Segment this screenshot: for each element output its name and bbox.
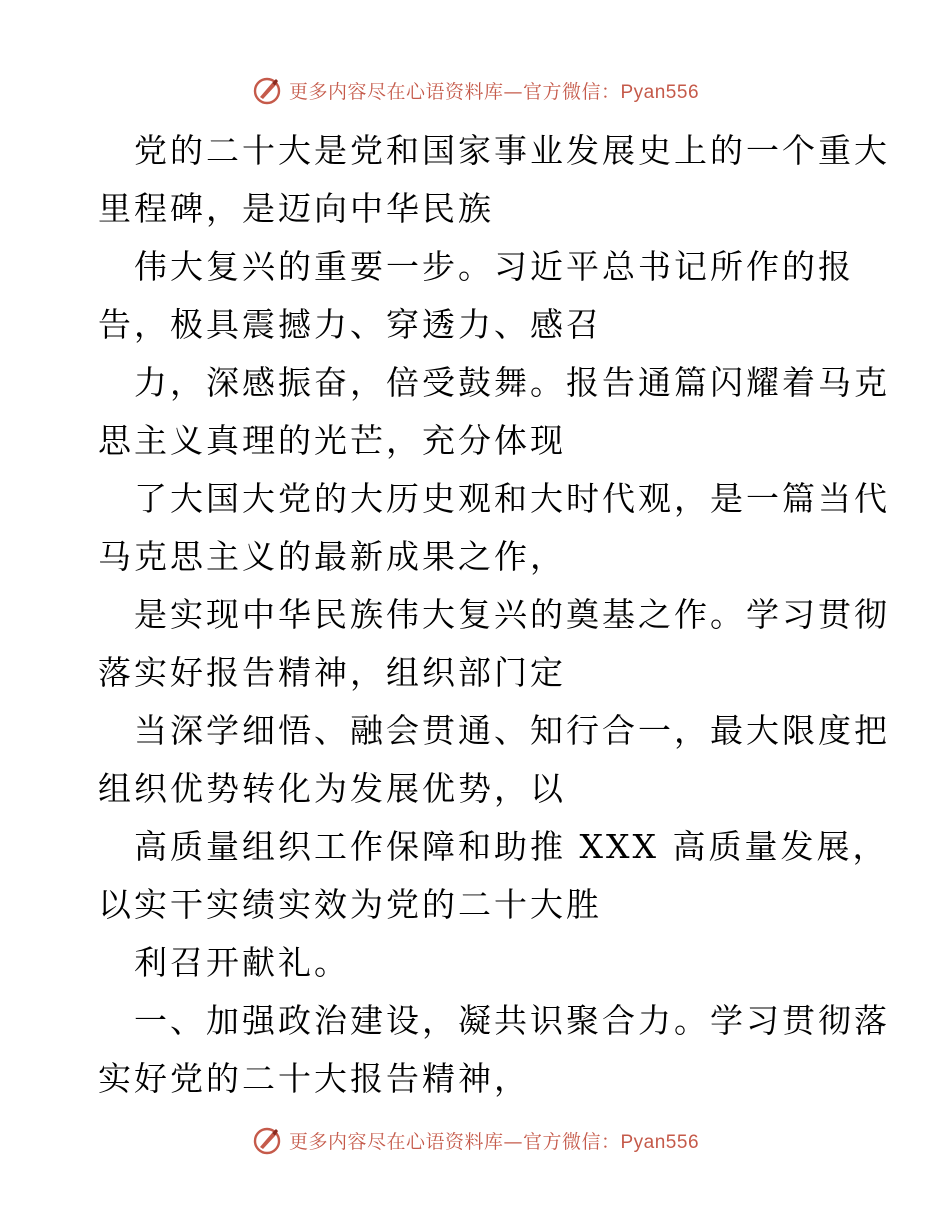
text-line: 了大国大党的大历史观和大时代观，是一篇当代	[134, 479, 890, 518]
text-line: 伟大复兴的重要一步。习近平总书记所作的报	[134, 247, 854, 286]
text-line: 实好党的二十大报告精神，	[98, 1059, 530, 1098]
text-line: 力，深感振奋，倍受鼓舞。报告通篇闪耀着马克	[134, 363, 890, 402]
text-line: 思主义真理的光芒，充分体现	[98, 421, 566, 460]
pen-circle-logo-icon	[251, 1124, 283, 1156]
text-line: 落实好报告精神，组织部门定	[98, 653, 566, 692]
watermark-text: 更多内容尽在心语资料库—官方微信：Pyan556	[288, 1130, 700, 1153]
text-line: 一、加强政治建设，凝共识聚合力。学习贯彻落	[134, 1001, 890, 1040]
header-watermark	[0, 74, 950, 106]
text-line: 高质量组织工作保障和助推 XXX 高质量发展，	[134, 827, 889, 866]
text-line: 利召开献礼。	[134, 943, 350, 982]
text-line: 马克思主义的最新成果之作，	[98, 537, 566, 576]
text-line: 党的二十大是党和国家事业发展史上的一个重大	[134, 131, 890, 170]
text-line: 是实现中华民族伟大复兴的奠基之作。学习贯彻	[134, 595, 890, 634]
text-line: 告，极具震撼力、穿透力、感召	[98, 305, 602, 344]
watermark-text: 更多内容尽在心语资料库—官方微信：Pyan556	[288, 80, 700, 103]
text-line: 以实干实绩实效为党的二十大胜	[98, 885, 602, 924]
footer-watermark	[0, 1124, 950, 1156]
body-text	[98, 122, 890, 1108]
text-line: 组织优势转化为发展优势，以	[98, 769, 566, 808]
text-line: 里程碑，是迈向中华民族	[98, 189, 494, 228]
pen-circle-logo-icon	[251, 74, 283, 106]
text-line: 当深学细悟、融会贯通、知行合一，最大限度把	[134, 711, 890, 750]
